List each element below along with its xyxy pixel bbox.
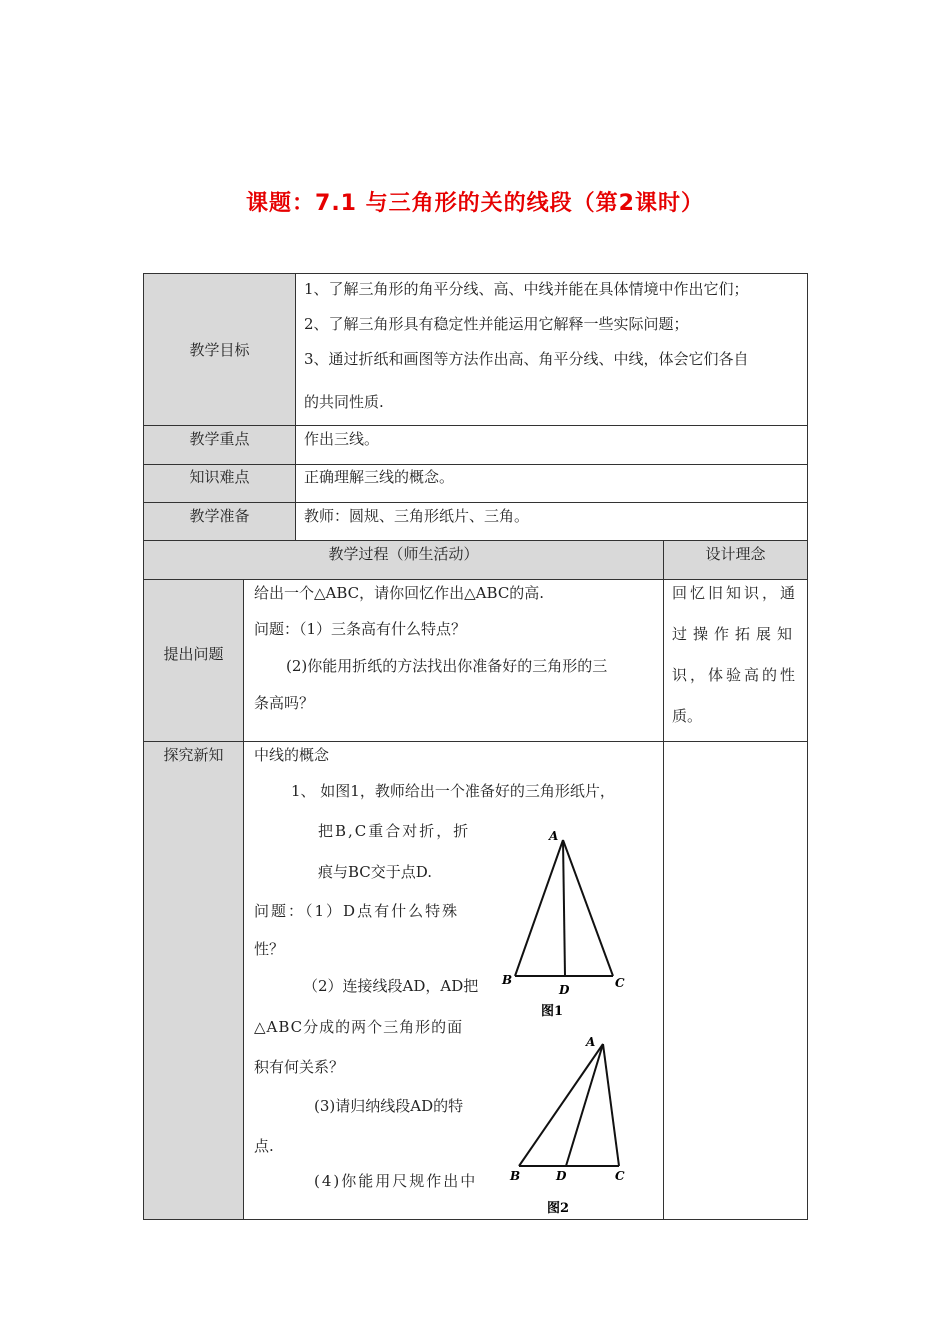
figure-1-label-a: A — [549, 829, 559, 843]
explore-line: △ABC分成的两个三角形的面 — [254, 1018, 464, 1036]
objective-line: 2、了解三角形具有稳定性并能运用它解释一些实际问题； — [304, 315, 689, 333]
figure-2-label-c: C — [615, 1169, 625, 1183]
explore-line: (4)你能用尺规作出中 — [314, 1172, 478, 1190]
table-border — [295, 273, 296, 540]
table-border — [663, 540, 664, 1220]
objective-line: 3、通过折纸和画图等方法作出高、角平分线、中线，体会它们各自 — [304, 350, 749, 368]
table-border — [143, 502, 808, 503]
page-title: 课题：7.1 与三角形的关的线段（第2课时） — [246, 191, 704, 216]
difficulty-value: 正确理解三线的概念。 — [304, 468, 455, 486]
table-border — [143, 464, 808, 465]
table-border — [143, 273, 808, 274]
table-border — [143, 425, 808, 426]
explore-line: 积有何关系？ — [254, 1058, 345, 1076]
figure-1-label-d: D — [559, 983, 570, 997]
key-point-label: 教学重点 — [189, 430, 250, 448]
explore-label: 探究新知 — [163, 746, 224, 764]
raise-question-line: 问题：（1）三条高有什么特点？ — [254, 620, 467, 638]
figure-1-caption: 图1 — [541, 1004, 564, 1019]
design-concept-line: 回忆旧知识，通 — [672, 584, 799, 602]
design-concept-line: 过操作拓展知 — [672, 625, 799, 643]
figure-2-label-b: B — [510, 1169, 521, 1183]
explore-line: 1、 如图1，教师给出一个准备好的三角形纸片， — [291, 782, 615, 800]
table-border — [807, 273, 808, 1220]
explore-line: 痕与BC交于点D. — [318, 863, 433, 881]
process-header-left: 教学过程（师生活动） — [328, 545, 479, 563]
figure-2 — [495, 1030, 645, 1220]
objective-line: 的共同性质. — [304, 393, 384, 411]
explore-line: 把B,C重合对折，折 — [318, 822, 471, 840]
figure-2-label-d: D — [556, 1169, 567, 1183]
figure-1-label-c: C — [615, 976, 625, 990]
figure-2-label-a: A — [586, 1035, 596, 1049]
explore-line: 性？ — [254, 940, 285, 958]
objective-line: 1、了解三角形的角平分线、高、中线并能在具体情境中作出它们； — [304, 280, 749, 298]
raise-question-line: 条高吗？ — [254, 694, 315, 712]
table-border — [243, 579, 244, 1220]
raise-question-line: (2)你能用折纸的方法找出你准备好的三角形的三 — [286, 657, 608, 675]
figure-2-caption: 图2 — [547, 1201, 570, 1216]
figure-1 — [495, 820, 635, 1025]
explore-label-cell — [144, 741, 243, 1219]
table-border — [143, 540, 808, 541]
preparation-value: 教师：圆规、三角形纸片、三角。 — [304, 507, 530, 525]
key-point-value: 作出三线。 — [304, 430, 380, 448]
raise-question-line: 给出一个△ABC，请你回忆作出△ABC的高. — [254, 584, 545, 602]
explore-line: （2）连接线段AD，AD把 — [303, 977, 479, 995]
design-concept-line: 识，体验高的性 — [672, 666, 799, 684]
figure-1-label-b: B — [502, 973, 513, 987]
process-header-right: 设计理念 — [705, 545, 766, 563]
design-concept-line: 质。 — [672, 707, 703, 725]
explore-line: (3)请归纳线段AD的特 — [314, 1097, 464, 1115]
difficulty-label: 知识难点 — [189, 468, 250, 486]
explore-line: 问题：（1）D点有什么特殊 — [254, 902, 460, 920]
preparation-label: 教学准备 — [189, 507, 250, 525]
explore-line: 点. — [254, 1137, 274, 1155]
objectives-label: 教学目标 — [189, 341, 250, 359]
explore-line: 中线的概念 — [254, 746, 330, 764]
raise-question-label: 提出问题 — [163, 645, 224, 663]
